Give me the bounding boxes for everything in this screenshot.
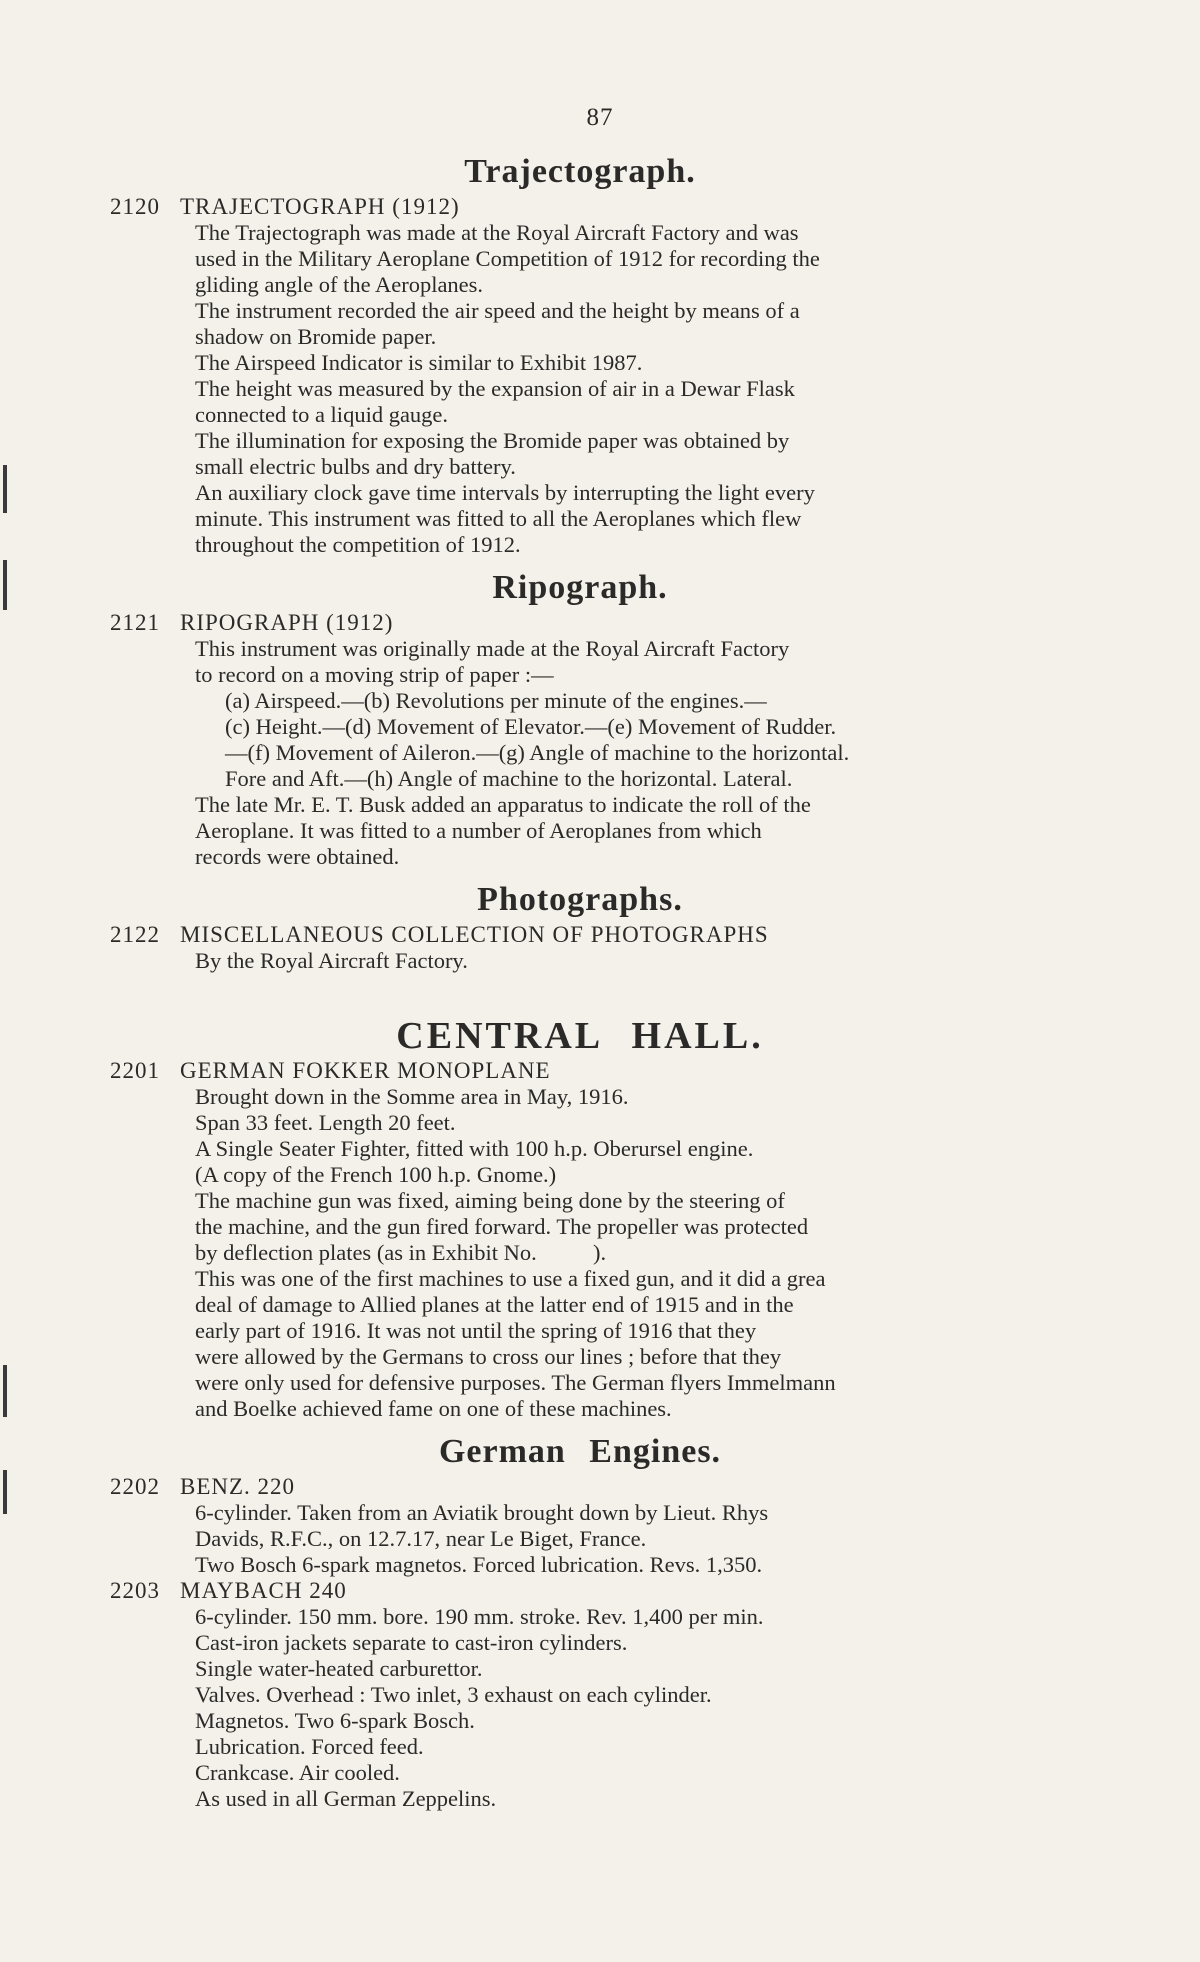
binding-mark <box>3 560 7 610</box>
body-line: 6-cylinder. Taken from an Aviatik brought down by Lieut. Rhys <box>195 1500 769 1525</box>
body-line: Two Bosch 6-spark magnetos. Forced lubrication. Revs. 1,350. <box>195 1552 763 1577</box>
body-line: An auxiliary clock gave time intervals by interrupting the light every <box>195 480 815 505</box>
entry-title: TRAJECTOGRAPH (1912) <box>180 194 460 219</box>
body-line: by deflection plates (as in Exhibit No. ). <box>195 1240 607 1265</box>
body-line: (a) Airspeed.—(b) Revolutions per minute of the engines.— <box>225 688 767 713</box>
section-heading-photographs: Photographs. <box>477 881 683 918</box>
body-line: The illumination for exposing the Bromide paper was obtained by <box>195 428 790 453</box>
body-line: Valves. Overhead : Two inlet, 3 exhaust on each cylinder. <box>195 1682 712 1707</box>
body-line: to record on a moving strip of paper :— <box>195 662 554 687</box>
entry-header <box>110 1578 1050 1604</box>
binding-mark <box>3 465 7 513</box>
binding-mark <box>3 1470 7 1514</box>
body-line: Davids, R.F.C., on 12.7.17, near Le Biget, France. <box>195 1526 647 1551</box>
entry-number: 2203 <box>110 1578 160 1603</box>
entry-header <box>110 922 1050 948</box>
body-line: early part of 1916. It was not until the spring of 1916 that they <box>195 1318 757 1343</box>
body-line: Single water-heated carburettor. <box>195 1656 483 1681</box>
body-line: were allowed by the Germans to cross our lines ; before that they <box>195 1344 782 1369</box>
body-line: used in the Military Aeroplane Competition of 1912 for recording the <box>195 246 820 271</box>
body-line: This was one of the first machines to use a fixed gun, and it did a grea <box>195 1266 826 1291</box>
entry-body <box>195 948 1050 974</box>
entry-body <box>195 636 1050 870</box>
body-line: minute. This instrument was fitted to all the Aeroplanes which flew <box>195 506 802 531</box>
body-line: Brought down in the Somme area in May, 1916. <box>195 1084 629 1109</box>
body-line: The height was measured by the expansion of air in a Dewar Flask <box>195 376 795 401</box>
body-line: throughout the competition of 1912. <box>195 532 521 557</box>
body-line: were only used for defensive purposes. The German flyers Immelmann <box>195 1370 836 1395</box>
body-line: Magnetos. Two 6-spark Bosch. <box>195 1708 475 1733</box>
body-line: Span 33 feet. Length 20 feet. <box>195 1110 456 1135</box>
entry-title: BENZ. 220 <box>180 1474 296 1499</box>
body-line: Aeroplane. It was fitted to a number of Aeroplanes from which <box>195 818 762 843</box>
body-line: connected to a liquid gauge. <box>195 402 449 427</box>
page-content <box>110 150 1050 1812</box>
body-line: records were obtained. <box>195 844 400 869</box>
entry-body <box>195 1084 1050 1422</box>
entry-number: 2202 <box>110 1474 160 1499</box>
body-line: The Airspeed Indicator is similar to Exhibit 1987. <box>195 350 643 375</box>
entry-header <box>110 610 1050 636</box>
section-heading-trajectograph: Trajectograph. <box>464 153 696 190</box>
entry-title: MISCELLANEOUS COLLECTION OF PHOTOGRAPHS <box>180 922 769 947</box>
body-line: Crankcase. Air cooled. <box>195 1760 400 1785</box>
body-line: As used in all German Zeppelins. <box>195 1786 497 1811</box>
page-number: 87 <box>586 104 614 131</box>
section-heading-central-hall: CENTRAL HALL. <box>396 1015 764 1057</box>
body-line: Lubrication. Forced feed. <box>195 1734 424 1759</box>
section-heading-ripograph: Ripograph. <box>492 569 668 606</box>
body-line: shadow on Bromide paper. <box>195 324 437 349</box>
body-line: Fore and Aft.—(h) Angle of machine to the horizontal. Lateral. <box>225 766 793 791</box>
entry-number: 2120 <box>110 194 160 219</box>
entry-number: 2121 <box>110 610 160 635</box>
entry-title: MAYBACH 240 <box>180 1578 347 1603</box>
section-heading-german-engines: German Engines. <box>438 1433 722 1470</box>
body-line: gliding angle of the Aeroplanes. <box>195 272 484 297</box>
body-line: 6-cylinder. 150 mm. bore. 190 mm. stroke. Rev. 1,400 per min. <box>195 1604 764 1629</box>
body-line: deal of damage to Allied planes at the latter end of 1915 and in the <box>195 1292 794 1317</box>
entry-number: 2201 <box>110 1058 160 1083</box>
entry-header <box>110 1474 1050 1500</box>
entry-body <box>195 1604 1050 1812</box>
entry-title: GERMAN FOKKER MONOPLANE <box>180 1058 551 1083</box>
entry-body <box>195 220 1050 558</box>
body-line: The late Mr. E. T. Busk added an apparatus to indicate the roll of the <box>195 792 811 817</box>
body-line: The machine gun was fixed, aiming being done by the steering of <box>195 1188 785 1213</box>
entry-header <box>110 194 1050 220</box>
binding-mark <box>3 1365 7 1417</box>
entry-number: 2122 <box>110 922 160 947</box>
body-line: —(f) Movement of Aileron.—(g) Angle of machine to the horizontal. <box>225 740 850 765</box>
body-line: (A copy of the French 100 h.p. Gnome.) <box>195 1162 557 1187</box>
entry-title: RIPOGRAPH (1912) <box>180 610 394 635</box>
body-line: A Single Seater Fighter, fitted with 100 h.p. Oberursel engine. <box>195 1136 754 1161</box>
body-line: and Boelke achieved fame on one of these machines. <box>195 1396 672 1421</box>
body-line: By the Royal Aircraft Factory. <box>195 948 468 973</box>
body-line: (c) Height.—(d) Movement of Elevator.—(e) Movement of Rudder. <box>225 714 837 739</box>
body-line: Cast-iron jackets separate to cast-iron cylinders. <box>195 1630 628 1655</box>
entry-body <box>195 1500 1050 1578</box>
body-line: This instrument was originally made at the Royal Aircraft Factory <box>195 636 790 661</box>
body-line: The Trajectograph was made at the Royal Aircraft Factory and was <box>195 220 799 245</box>
body-line: The instrument recorded the air speed and the height by means of a <box>195 298 800 323</box>
body-line: small electric bulbs and dry battery. <box>195 454 516 479</box>
body-line: the machine, and the gun fired forward. The propeller was protected <box>195 1214 809 1239</box>
entry-header <box>110 1058 1050 1084</box>
